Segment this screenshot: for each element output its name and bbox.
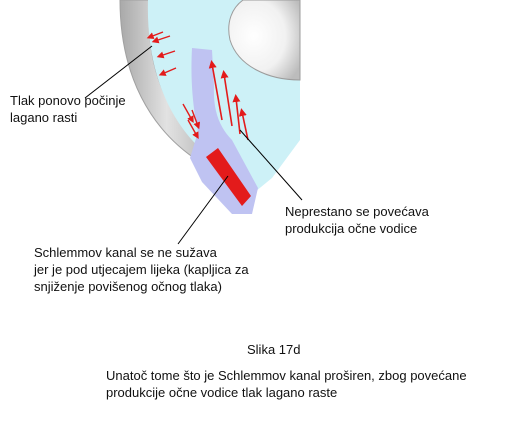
schlemm-canal-label: Schlemmov kanal se ne sužava jer je pod utjecajem lijeka (kapljica za snjiženje povišenog očnog tlaka): [34, 245, 249, 294]
figure-caption: Unatoč tome što je Schlemmov kanal proširen, zbog povećane produkcije očne vodice tlak lagano raste: [106, 368, 467, 400]
schlemm-leader-line: [178, 176, 228, 244]
production-label: Neprestano se povećava produkcija očne vodice: [285, 204, 429, 236]
figure-number: Slika 17d: [247, 342, 301, 357]
pressure-label: Tlak ponovo počinje lagano rasti: [10, 93, 126, 125]
